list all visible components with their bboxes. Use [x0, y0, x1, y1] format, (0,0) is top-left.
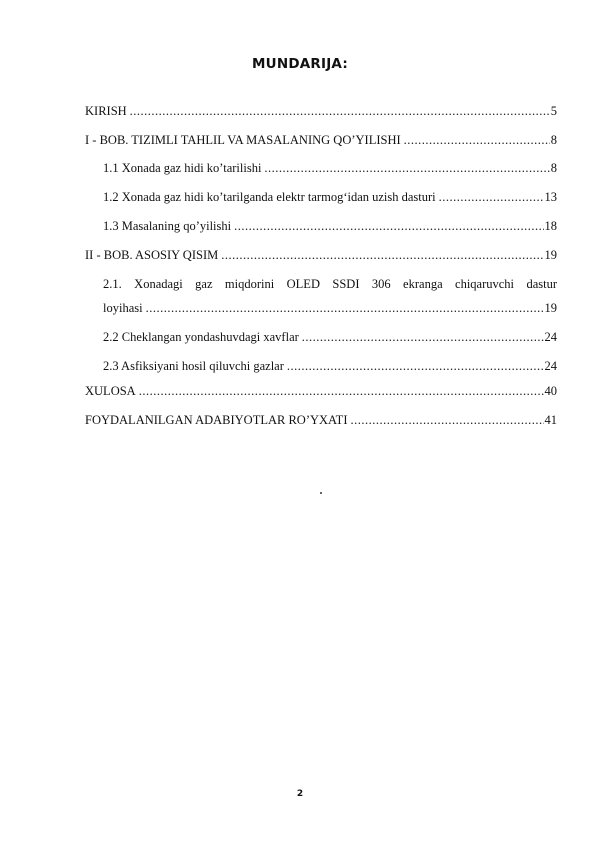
toc-leader-dots [221, 248, 543, 263]
toc-entry-label: FOYDALANILGAN ADABIYOTLAR RO’YXATI [85, 413, 348, 427]
page-title: MUNDARIJA: [252, 56, 348, 72]
toc-entry-page: 19 [544, 248, 557, 262]
toc-entry-page: 41 [544, 413, 557, 427]
toc-entry-chapter-2 [85, 248, 557, 263]
toc-entry-label: II - BOB. ASOSIY QISIM [85, 248, 219, 262]
toc-leader-dots [350, 413, 543, 428]
toc-leader-dots [146, 301, 544, 316]
toc-entry-page: 24 [544, 330, 557, 344]
toc-entry-label: KIRISH [85, 104, 127, 118]
toc-entry-label: 2.2 Cheklangan yondashuvdagi xavflar [103, 330, 299, 344]
stray-dot-mark [320, 492, 322, 494]
toc-entry-kirish [85, 104, 557, 119]
toc-leader-dots [130, 104, 550, 119]
toc-leader-dots [302, 330, 544, 345]
toc-leader-dots [439, 190, 544, 205]
toc-entry-1-2 [103, 190, 557, 205]
toc-entry-2-3 [103, 359, 557, 374]
toc-entry-2-2 [103, 330, 557, 345]
toc-entry-references [85, 413, 557, 428]
toc-entry-label: XULOSA [85, 384, 136, 398]
toc-leader-dots [404, 133, 550, 148]
toc-entry-chapter-1 [85, 133, 557, 148]
toc-entry-label: I - BOB. TIZIMLI TAHLIL VA MASALANING QO’YILISHI [85, 133, 401, 147]
page-number: 2 [296, 789, 304, 799]
toc-entry-2-1 [103, 301, 557, 316]
toc-leader-dots [234, 219, 543, 234]
toc-entry-label: 1.1 Xonada gaz hidi ko’tarilishi [103, 161, 262, 175]
toc-entry-2-1-line1: 2.1. Xonadagi gaz miqdorini OLED SSDI 306 ekranga chiqaruvchi dastur [103, 277, 557, 291]
toc-entry-label: 1.2 Xonada gaz hidi ko’tarilganda elektr tarmog‘idan uzish dasturi [103, 190, 436, 204]
toc-entry-label: 1.3 Masalaning qo’yilishi [103, 219, 232, 233]
toc-entry-page: 8 [550, 161, 557, 175]
toc-entry-page: 19 [544, 301, 557, 315]
toc-leader-dots [287, 359, 544, 374]
toc-entry-page: 13 [544, 190, 557, 204]
toc-entry-1-1 [103, 161, 557, 176]
toc-entry-page: 24 [544, 359, 557, 373]
toc-leader-dots [264, 161, 549, 176]
toc-entry-page: 8 [550, 133, 557, 147]
toc-entry-page: 40 [544, 384, 557, 398]
toc-entry-label: loyihasi [103, 301, 143, 315]
toc-entry-page: 5 [550, 104, 557, 118]
toc-entry-page: 18 [544, 219, 557, 233]
toc-leader-dots [139, 384, 544, 399]
toc-entry-label: 2.3 Asfiksiyani hosil qiluvchi gazlar [103, 359, 284, 373]
toc-entry-xulosa [85, 384, 557, 399]
toc-entry-1-3 [103, 219, 557, 234]
